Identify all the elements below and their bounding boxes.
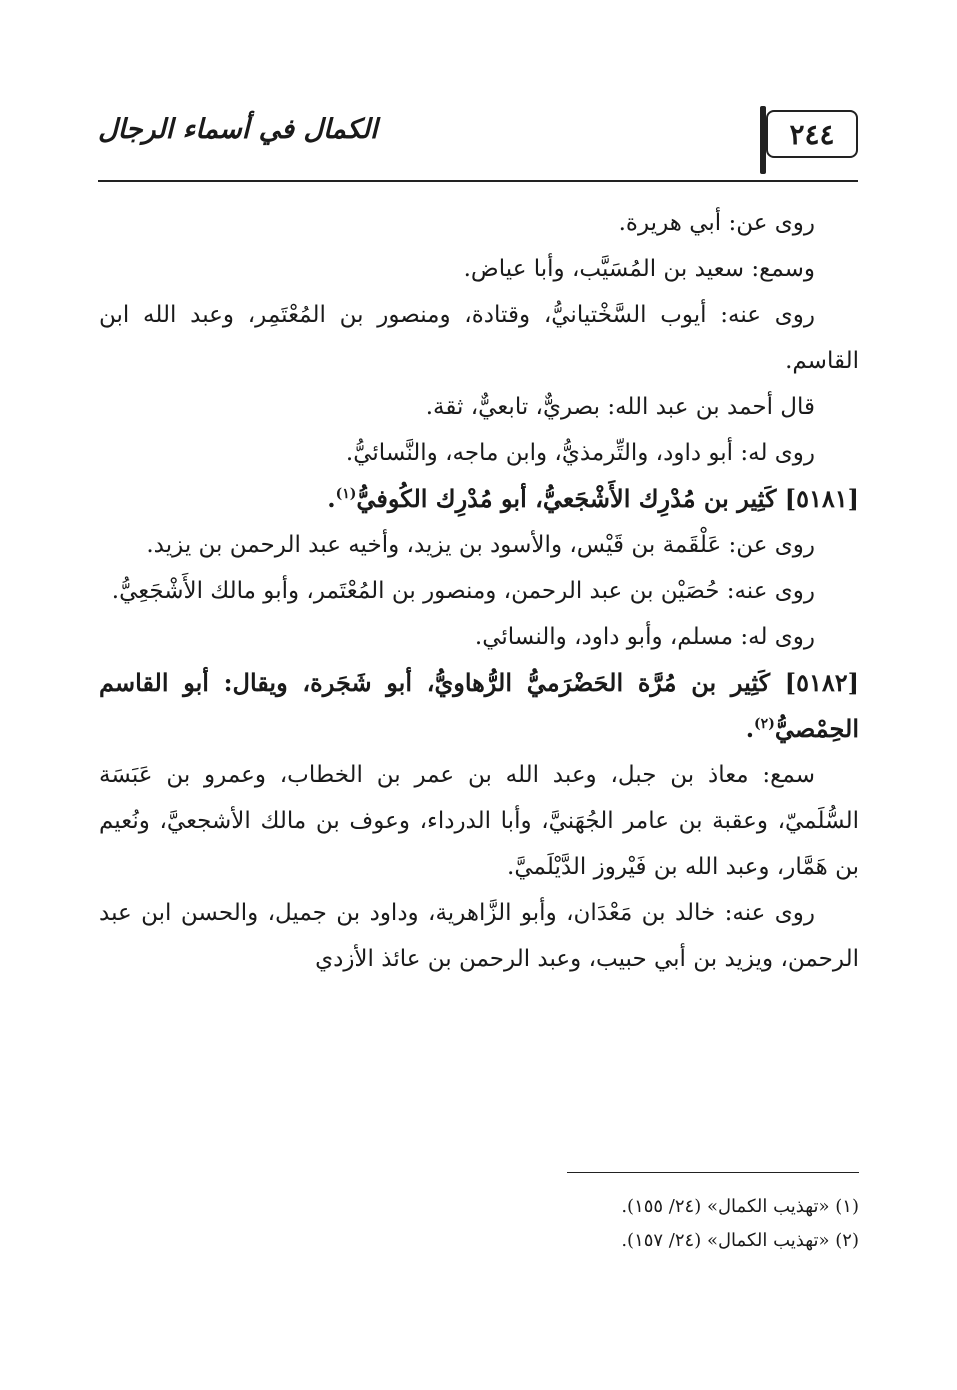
entry-heading-text: [٥١٨١] كَثِير بن مُدْرِك الأَشْجَعيُّ، أبو مُدْرِك الكُوفيُّ bbox=[356, 484, 859, 513]
paragraph: قال أحمد بن عبد الله: بصريٌّ، تابعيٌّ، ثقة. bbox=[425, 394, 815, 420]
footnote: (١) «تهذيب الكمال» (٢٤/ ١٥٥). bbox=[621, 1196, 859, 1217]
page-header bbox=[98, 100, 858, 182]
entry-heading-text: [٥١٨٢] كَثِير بن مُرَّة الحَضْرَميُّ الرُّهاويُّ، أبو شَجَرة، ويقال: أبو القاسم الحِمْصيُّ bbox=[99, 668, 859, 743]
paragraph: روى عن: أبي هريرة. bbox=[618, 210, 815, 236]
main-text bbox=[99, 200, 859, 982]
entry-heading-tail: . bbox=[327, 484, 336, 513]
paragraph: وسمع: سعيد بن المُسَيَّب، وأبا عياض. bbox=[463, 256, 815, 282]
paragraph: سمع: معاذ بن جبل، وعبد الله بن عمر بن الخطاب، وعمرو بن عَبَسَة السُّلَميّ، وعقبة بن عامر الجُهَنيَّ، وأبا الدرداء، وعوف بن مالك الأشجعيَّ، ونُعيم بن هَمَّار، وعبد الله بن فَيْروز الدَّيْلَميَّ. bbox=[99, 762, 859, 880]
paragraph: روى عنه: أيوب السَّخْتيانيُّ، وقتادة، ومنصور بن المُعْتَمِر، وعبد الله ابن القاسم. bbox=[99, 302, 859, 374]
paragraph: روى عنه: حُصَيْن بن عبد الرحمن، ومنصور بن المُعْتَمر، وأبو مالك الأَشْجَعِيُّ. bbox=[111, 578, 815, 604]
paragraph: روى له: أبو داود، والتِّرمذيُّ، وابن ماجه، والنَّسائيُّ. bbox=[345, 440, 815, 466]
footnotes bbox=[99, 1190, 859, 1258]
paragraph: روى عنه: خالد بن مَعْدَان، وأبو الزَّاهرية، وداود بن جميل، والحسن ابن عبد الرحمن، ويزيد بن أبي حبيب، وعبد الرحمن بن عائذ الأزدي bbox=[99, 900, 859, 972]
footnote-ref: (١) bbox=[335, 486, 357, 502]
paragraph: روى عن: عَلْقَمة بن قَيْس، والأسود بن يزيد، وأخيه عبد الرحمن بن يزيد. bbox=[146, 532, 815, 558]
entry-heading-tail: . bbox=[745, 714, 755, 743]
paragraph: روى له: مسلم، وأبو داود، والنسائي. bbox=[474, 624, 815, 650]
entry-heading bbox=[99, 476, 859, 522]
page-number: ٢٤٤ bbox=[766, 110, 858, 158]
header-divider bbox=[98, 180, 858, 182]
footnote-divider bbox=[567, 1172, 859, 1173]
footnote: (٢) «تهذيب الكمال» (٢٤/ ١٥٧). bbox=[621, 1230, 859, 1251]
book-title: الكمال في أسماء الرجال bbox=[98, 114, 378, 145]
footnote-ref: (٢) bbox=[754, 716, 775, 732]
entry-heading bbox=[99, 660, 859, 752]
